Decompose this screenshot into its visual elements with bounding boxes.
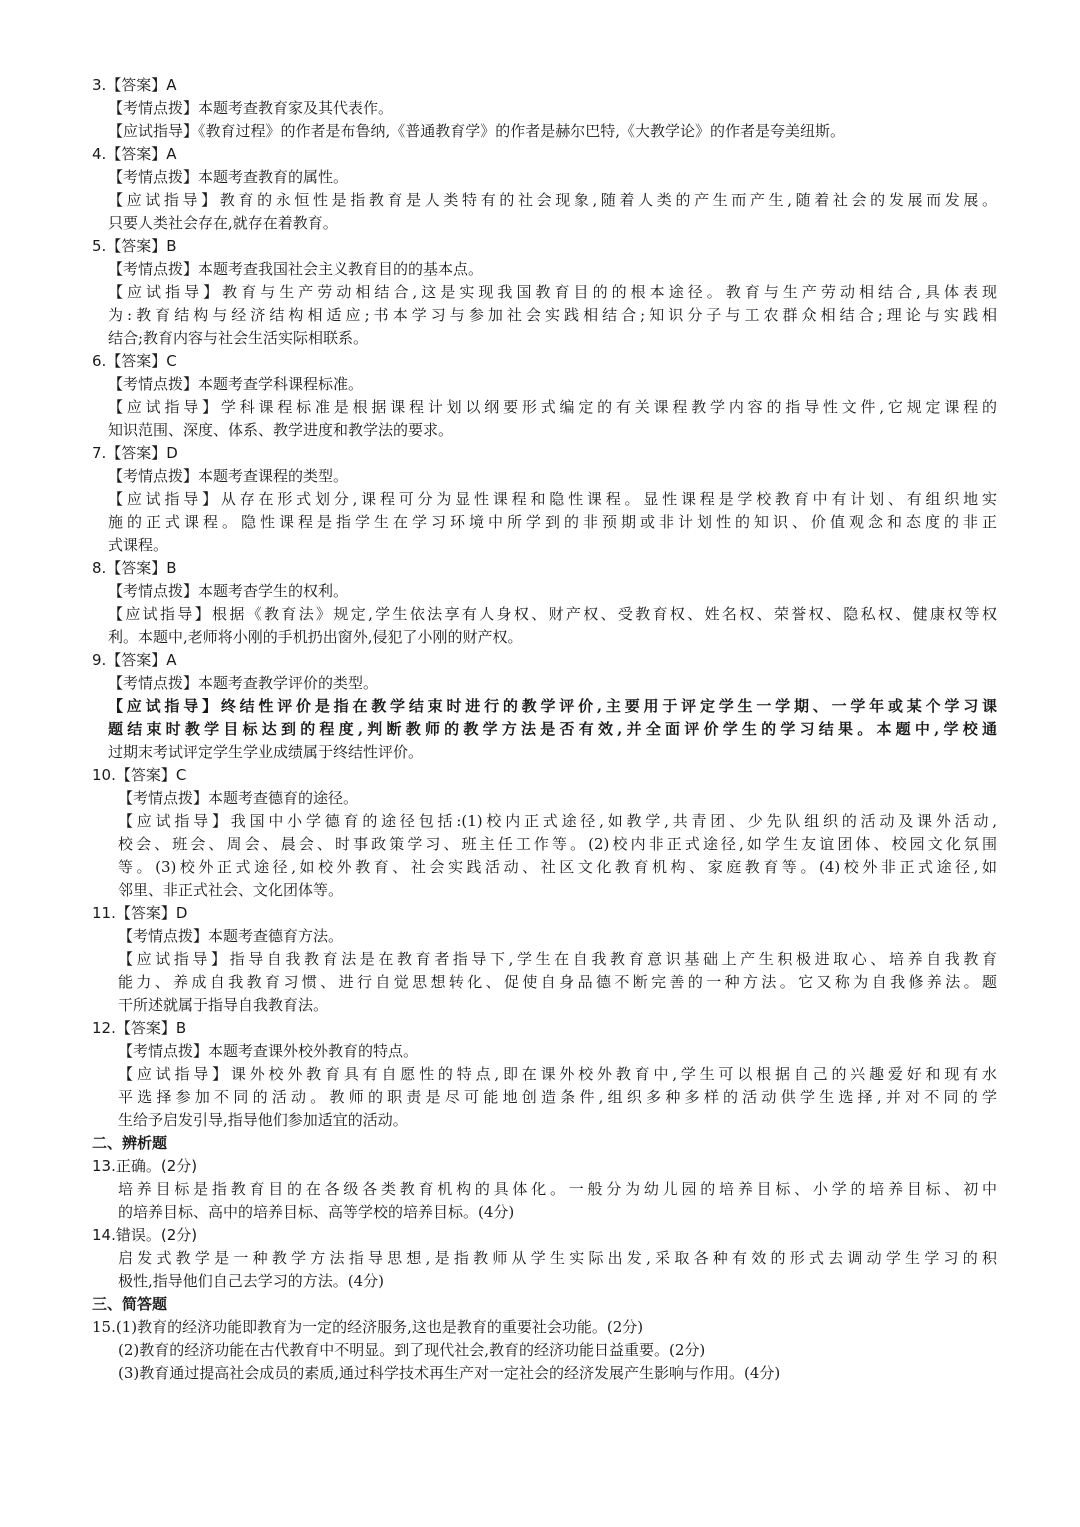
guide-line: 【应试指导】教育与生产劳动相结合,这是实现我国教育目的的根本途径。教育与生产劳动相结合,具体表现 [108, 283, 997, 301]
question-3 [92, 74, 997, 143]
guide-line: 【应试指导】指导自我教育法是在教育者指导下,学生在自我教育意识基础上产生积极进取心、培养自我教育 [118, 950, 997, 968]
question-8 [92, 557, 997, 649]
answer-head: 12.【答案】B [92, 1019, 187, 1037]
guide-line: 【应试指导】课外校外教育具有自愿性的特点,即在课外校外教育中,学生可以根据自己的兴趣爱好和现有水 [118, 1065, 997, 1083]
guide-line: 平选择参加不同的活动。教师的职责是尽可能地创造条件,组织多种多样的活动供学生选择,并对不同的学 [118, 1088, 997, 1106]
guide-line: 【应试指导】根据《教育法》规定,学生依法享有人身权、财产权、受教育权、姓名权、荣誉权、隐私权、健康权等权 [108, 605, 997, 623]
answer-head: 5.【答案】B [92, 237, 177, 255]
body-line: 的培养目标、高中的培养目标、高等学校的培养目标。(4分) [118, 1203, 515, 1221]
answer-head: 10.【答案】C [92, 766, 187, 784]
guide-line: 【应试指导】《教育过程》的作者是布鲁纳,《普通教育学》的作者是赫尔巴特,《大教学论》的作者是夸美纽斯。 [108, 122, 846, 140]
guide-line: 施的正式课程。隐性课程是指学生在学习环境中所学到的非预期或非计划性的知识、价值观念和态度的非正 [108, 513, 997, 531]
guide-line: 【应试指导】我国中小学德育的途径包括:(1)校内正式途径,如教学,共青团、少先队组织的活动及课外活动, [118, 812, 997, 830]
guide-line: 【应试指导】终结性评价是指在教学结束时进行的教学评价,主要用于评定学生一学期、一学年或某个学习课 [108, 697, 997, 715]
guide-line: 干所述就属于指导自我教育法。 [118, 996, 329, 1014]
question-6 [92, 350, 997, 442]
section-short-answer [92, 1293, 997, 1385]
question-12 [92, 1017, 997, 1132]
exam-tip: 【考情点拨】本题考查教育的属性。 [108, 168, 349, 186]
answer-head: 13.正确。(2分) [92, 1157, 198, 1175]
guide-line: 过期末考试评定学生学业成绩属于终结性评价。 [108, 743, 424, 761]
answer-head: 4.【答案】A [92, 145, 177, 163]
exam-tip: 【考情点拨】本题考查课外校外教育的特点。 [118, 1042, 419, 1060]
exam-tip: 【考情点拨】本题考查课程的类型。 [108, 467, 349, 485]
section-title: 三、简答题 [92, 1295, 168, 1313]
guide-line: 邻里、非正式社会、文化团体等。 [118, 881, 344, 899]
guide-line: 等。(3)校外正式途径,如校外教育、社会实践活动、社区文化教育机构、家庭教育等。(4)校外非正式途径,如 [118, 858, 997, 876]
exam-tip: 【考情点拨】本题考查我国社会主义教育目的的基本点。 [108, 260, 484, 278]
body-line: (2)教育的经济功能在古代教育中不明显。到了现代社会,教育的经济功能日益重要。(2分) [118, 1341, 706, 1359]
answer-head: 14.错误。(2分) [92, 1226, 198, 1244]
guide-line: 能力、养成自我教育习惯、进行自觉思想转化、促使自身品德不断完善的一种方法。它又称为自我修养法。题 [118, 973, 997, 991]
exam-tip: 【考情点拨】本题考查学科课程标准。 [108, 375, 364, 393]
guide-line: 校会、班会、周会、晨会、时事政策学习、班主任工作等。(2)校内非正式途径,如学生友谊团体、校园文化氛围 [118, 835, 997, 853]
guide-line: 只要人类社会存在,就存在着教育。 [108, 214, 338, 232]
section-analysis [92, 1132, 997, 1293]
question-7 [92, 442, 997, 557]
guide-line: 【应试指导】教育的永恒性是指教育是人类特有的社会现象,随着人类的产生而产生,随着社会的发展而发展。 [108, 191, 997, 209]
guide-line: 为:教育结构与经济结构相适应;书本学习与参加社会实践相结合;知识分子与工农群众相结合;理论与实践相 [108, 306, 997, 324]
question-4 [92, 143, 997, 235]
question-11 [92, 902, 997, 1017]
body-line: 15.(1)教育的经济功能即教育为一定的经济服务,这也是教育的重要社会功能。(2分) [92, 1318, 644, 1336]
answer-head: 11.【答案】D [92, 904, 188, 922]
guide-line: 【应试指导】从存在形式划分,课程可分为显性课程和隐性课程。显性课程是学校教育中有计划、有组织地实 [108, 490, 997, 508]
question-5 [92, 235, 997, 350]
answer-head: 6.【答案】C [92, 352, 177, 370]
answer-head: 3.【答案】A [92, 76, 177, 94]
question-9 [92, 649, 997, 764]
guide-line: 生给予启发引导,指导他们参加适宜的活动。 [118, 1111, 408, 1129]
answer-head: 9.【答案】A [92, 651, 177, 669]
section-title: 二、辨析题 [92, 1134, 168, 1152]
guide-line: 结合;教育内容与社会生活实际相联系。 [108, 329, 369, 347]
exam-tip: 【考情点拨】本题考杳学生的权利。 [108, 582, 349, 600]
body-line: 极性,指导他们自己去学习的方法。(4分) [118, 1272, 385, 1290]
question-10 [92, 764, 997, 902]
guide-line: 利。本题中,老师将小刚的手机扔出窗外,侵犯了小刚的财产权。 [108, 628, 523, 646]
answer-head: 7.【答案】D [92, 444, 178, 462]
body-line: (3)教育通过提高社会成员的素质,通过科学技术再生产对一定社会的经济发展产生影响与作用。(4分) [118, 1364, 781, 1382]
exam-tip: 【考情点拨】本题考查教育家及其代表作。 [108, 99, 394, 117]
exam-tip: 【考情点拨】本题考查德育的途径。 [118, 789, 359, 807]
body-line: 培养目标是指教育目的在各级各类教育机构的具体化。一般分为幼儿园的培养目标、小学的培养目标、初中 [118, 1180, 997, 1198]
guide-line: 【应试指导】学科课程标准是根据课程计划以纲要形式编定的有关课程教学内容的指导性文件,它规定课程的 [108, 398, 997, 416]
exam-tip: 【考情点拨】本题考查德育方法。 [118, 927, 344, 945]
body-line: 启发式教学是一种教学方法指导思想,是指教师从学生实际出发,采取各种有效的形式去调动学生学习的积 [118, 1249, 997, 1267]
guide-line: 题结束时教学目标达到的程度,判断教师的教学方法是否有效,并全面评价学生的学习结果。本题中,学校通 [108, 720, 997, 738]
answer-head: 8.【答案】B [92, 559, 177, 577]
answer-sheet-page [92, 74, 997, 1385]
exam-tip: 【考情点拨】本题考查教学评价的类型。 [108, 674, 379, 692]
guide-line: 式课程。 [108, 536, 169, 554]
guide-line: 知识范围、深度、体系、教学进度和教学法的要求。 [108, 421, 454, 439]
